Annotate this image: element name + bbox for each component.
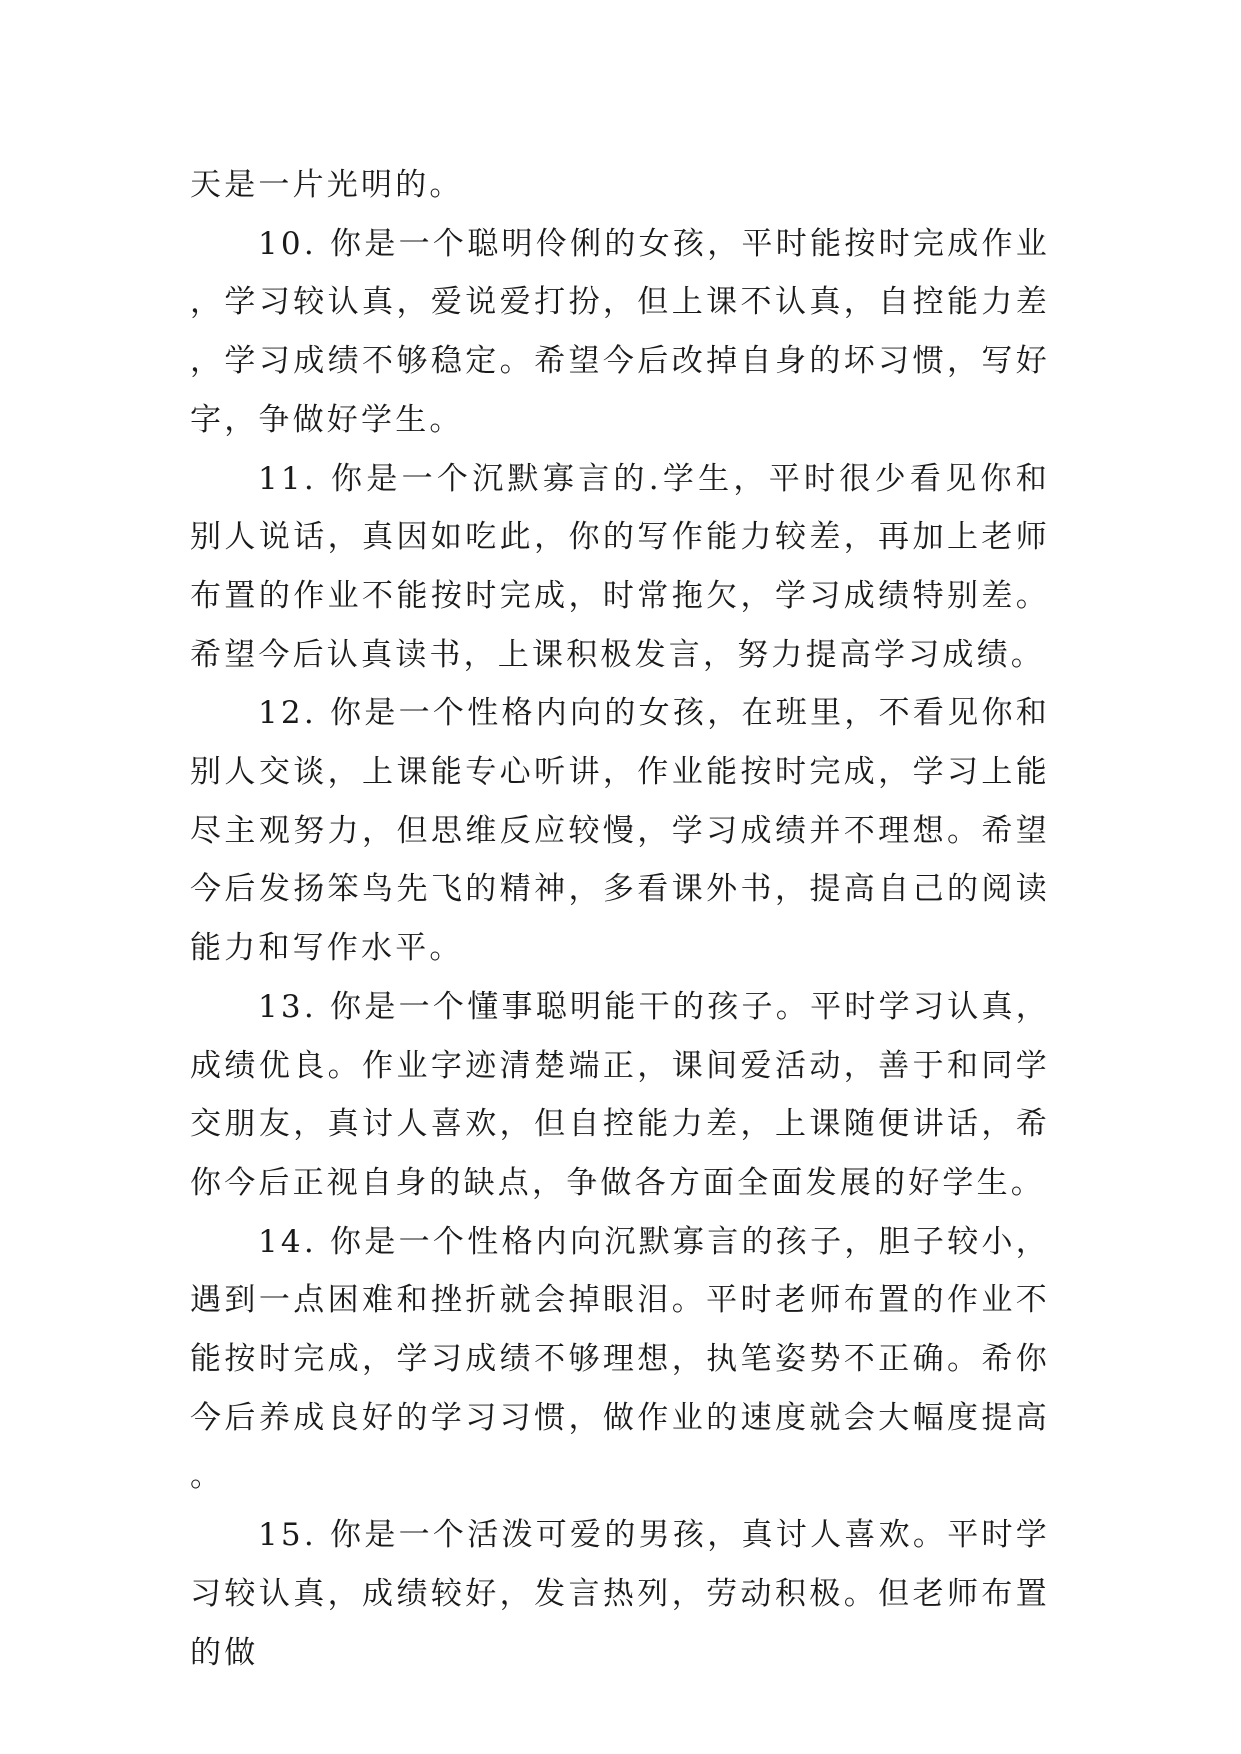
paragraph-comment-11: 11. 你是一个沉默寡言的.学生，平时很少看见你和别人说话，真因如吃此，你的写作能力较差，再加上老师布置的作业不能按时完成，时常拖欠，学习成绩特别差。希望今后认真读书，上课积极发言，努力提高学习成绩。 [190, 460, 1050, 673]
paragraph-continuation: 天是一片光明的。 [190, 167, 464, 203]
paragraph-comment-14: 14. 你是一个性格内向沉默寡言的孩子，胆子较小，遇到一点困难和挫折就会掉眼泪。平时老师布置的作业不能按时完成，学习成绩不够理想，执笔姿势不正确。希你今后养成良好的学习习惯，做作业的速度就会大幅度提高。 [190, 1223, 1050, 1495]
document-body [190, 156, 1050, 1682]
paragraph-comment-13: 13. 你是一个懂事聪明能干的孩子。平时学习认真，成绩优良。作业字迹清楚端正，课间爱活动，善于和同学交朋友，真讨人喜欢，但自控能力差，上课随便讲话，希你今后正视自身的缺点，争做各方面全面发展的好学生。 [190, 988, 1050, 1201]
paragraph-comment-10: 10. 你是一个聪明伶俐的女孩，平时能按时完成作业，学习较认真，爱说爱打扮，但上课不认真，自控能力差，学习成绩不够稳定。希望今后改掉自身的坏习惯，写好字，争做好学生。 [190, 225, 1050, 438]
paragraph-comment-15: 15. 你是一个活泼可爱的男孩，真讨人喜欢。平时学习较认真，成绩较好，发言热列，劳动积极。但老师布置的做 [190, 1517, 1050, 1671]
paragraph-comment-12: 12. 你是一个性格内向的女孩，在班里，不看见你和别人交谈，上课能专心听讲，作业能按时完成，学习上能尽主观努力，但思维反应较慢，学习成绩并不理想。希望今后发扬笨鸟先飞的精神，多看课外书，提高自己的阅读能力和写作水平。 [190, 695, 1050, 967]
